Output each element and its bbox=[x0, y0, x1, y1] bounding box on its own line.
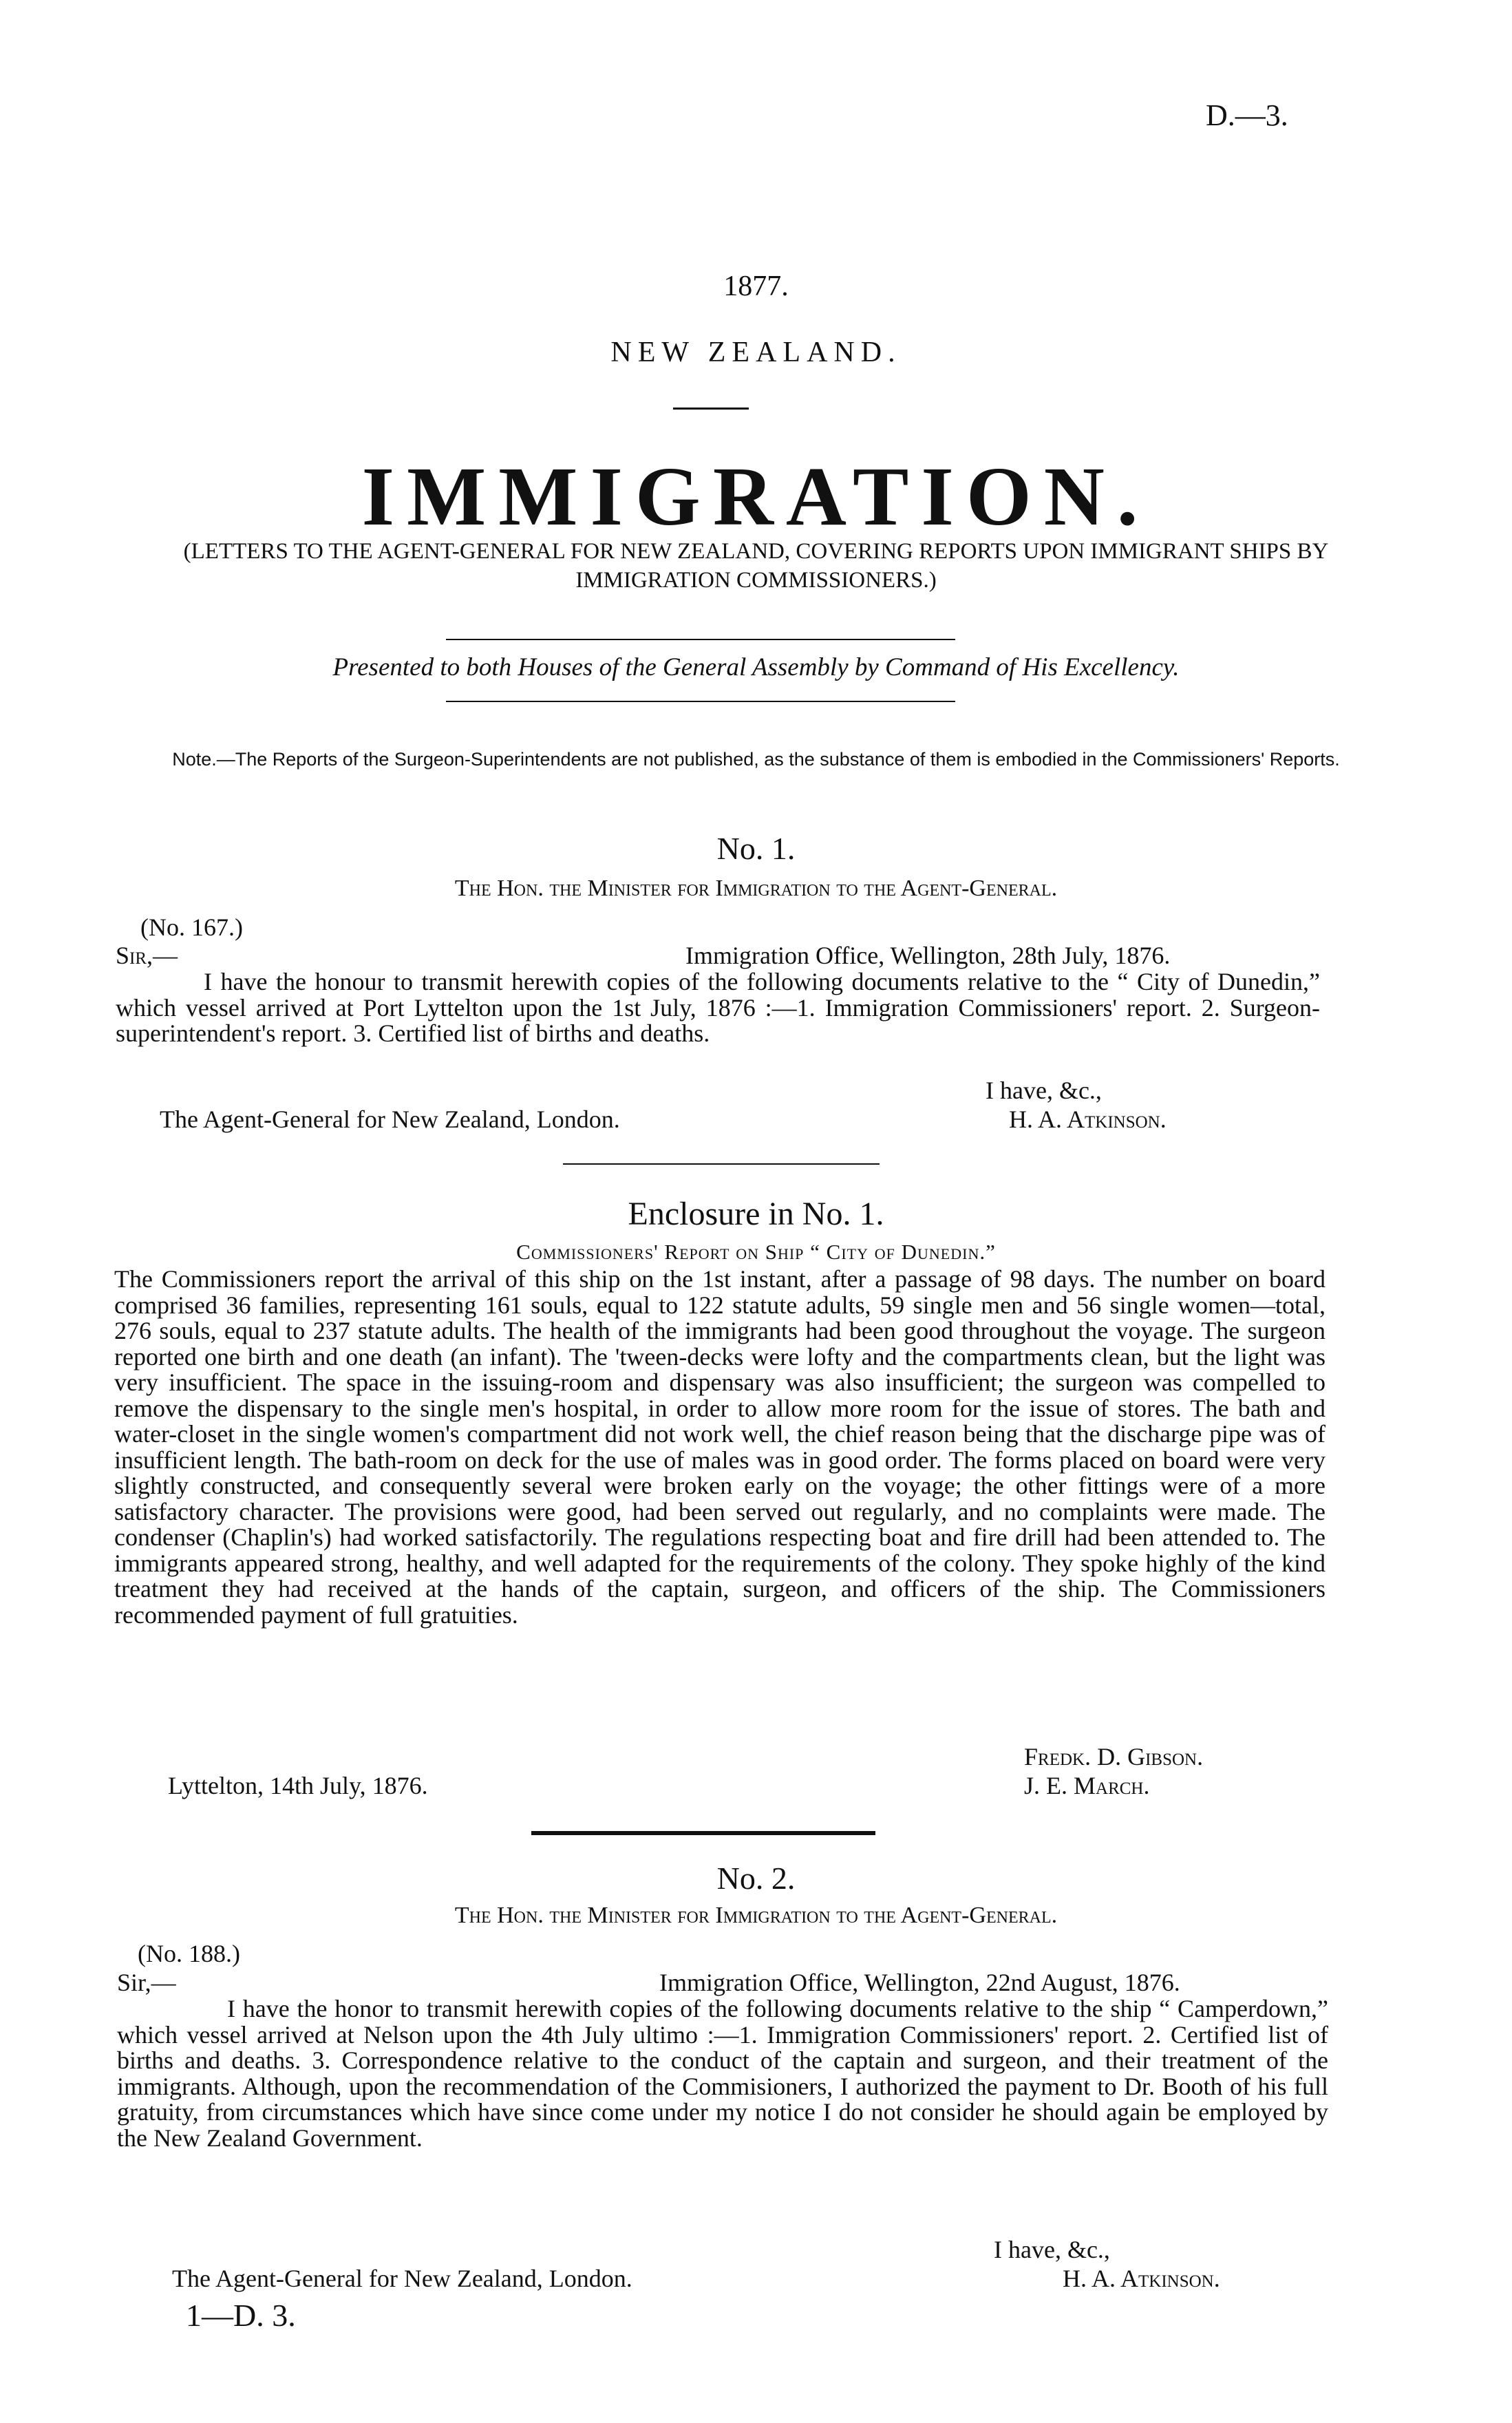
letter-body: I have the honor to transmit herewith copies of the following documents relative to the ship “ Camperdown,” which vessel arrived at Nelson upon the 4th July ultimo :—1. Immigration Commissioners' report. 2. Certified list of births and deaths. 3. Correspondence relative to the conduct of the captain and surgeon, and their treatment of the immigrants. Although, upon the recommendation of the Commisioners, I authorized the payment to Dr. Booth of his full gratuity, from circumstances which have since come under my notice I do not consider he should again be employed by the New Zealand Government. bbox=[117, 1995, 1328, 2152]
presented-line: Presented to both Houses of the General Assembly by Command of His Excellency. bbox=[332, 653, 1180, 681]
letter-number: No. 2. bbox=[716, 1861, 796, 1896]
enclosure-subtitle: Commissioners' Report on Ship “ City of Dunedin.” bbox=[516, 1240, 996, 1264]
signature: H. A. Atkinson. bbox=[1063, 2265, 1220, 2292]
place-date: Immigration Office, Wellington, 28th July, 1876. bbox=[685, 942, 1171, 969]
divider bbox=[563, 1163, 880, 1165]
divider bbox=[446, 701, 955, 702]
place-date: Immigration Office, Wellington, 22nd August, 1876. bbox=[659, 1969, 1180, 1996]
salutation: Sir,— bbox=[116, 942, 178, 969]
divider bbox=[446, 639, 955, 640]
letter-reference: (No. 167.) bbox=[140, 913, 243, 941]
salutation: Sir,— bbox=[117, 1969, 176, 1996]
addressee: The Agent-General for New Zealand, London. bbox=[172, 2265, 632, 2292]
addressee: The Agent-General for New Zealand, London. bbox=[160, 1105, 620, 1133]
page-title: IMMIGRATION. bbox=[361, 450, 1151, 543]
year-heading: 1877. bbox=[723, 271, 789, 302]
signature: H. A. Atkinson. bbox=[1009, 1105, 1167, 1133]
letter-reference: (No. 188.) bbox=[138, 1940, 240, 1967]
document-code: D.—3. bbox=[1206, 98, 1288, 132]
signature: Fredk. D. Gibson. bbox=[1024, 1743, 1204, 1770]
letter-from-to: The Hon. the Minister for Immigration to the Agent-General. bbox=[454, 876, 1058, 901]
country-heading: NEW ZEALAND. bbox=[610, 337, 902, 368]
page-subtitle: (LETTERS TO THE AGENT-GENERAL FOR NEW ZEALAND, COVERING REPORTS UPON IMMIGRANT SHIPS BY IMMIGRATION COMMISSIONERS.) bbox=[183, 539, 1329, 593]
page-footer-id: 1—D. 3. bbox=[186, 2298, 296, 2333]
note: Note.—The Reports of the Surgeon-Superintendents are not published, as the substance of them is embodied in the Commissioners' Reports. bbox=[172, 749, 1340, 770]
divider bbox=[531, 1831, 875, 1835]
enclosure-title: Enclosure in No. 1. bbox=[628, 1196, 884, 1232]
letter-number: No. 1. bbox=[716, 831, 796, 866]
enclosure-body: The Commissioners report the arrival of this ship on the 1st instant, after a passage of 98 days. The number on board comprised 36 families, representing 161 souls, equal to 122 statute adults, 59 single men and 56 single women—total, 276 souls, equal to 237 statute adults. The health of the immigrants had been good throughout the voyage. The surgeon reported one birth and one death (an infant). The 'tween-decks were lofty and the compartments clean, but the light was very insufficient. The space in the issuing-room and dispensary was also insufficient; the surgeon was compelled to remove the dispensary to the single men's hospital, in order to allow more room for the issue of stores. The bath and water-closet in the single women's compartment did not work well, the chief reason being that the discharge pipe was of insufficient length. The bath-room on deck for the use of males was in good order. The forms placed on board were very slightly constructed, and consequently several were broken early on the voyage; the other fittings were of a more satisfactory character. The provisions were good, had been served out regularly, and no complaints were made. The condenser (Chaplin's) had worked satisfactorily. The regulations respecting boat and fire drill had been attended to. The immigrants appeared strong, healthy, and well adapted for the requirements of the colony. They spoke highly of the kind treatment they had received at the hands of the captain, surgeon, and officers of the ship. The Commissioners recommended payment of full gratuities. bbox=[114, 1265, 1325, 1629]
signature: J. E. March. bbox=[1024, 1772, 1150, 1799]
closing: I have, &c., bbox=[986, 1077, 1102, 1104]
letter-from-to: The Hon. the Minister for Immigration to the Agent-General. bbox=[454, 1903, 1058, 1928]
place-date: Lyttelton, 14th July, 1876. bbox=[168, 1772, 428, 1799]
letter-body: I have the honour to transmit herewith copies of the following documents relative to the “ City of Dunedin,” which vessel arrived at Port Lyttelton upon the 1st July, 1876 :—1. Immigration Commissioners' report. 2. Surgeon-superintendent's report. 3. Certified list of births and deaths. bbox=[116, 968, 1320, 1047]
divider bbox=[673, 408, 749, 410]
closing: I have, &c., bbox=[994, 2236, 1110, 2263]
